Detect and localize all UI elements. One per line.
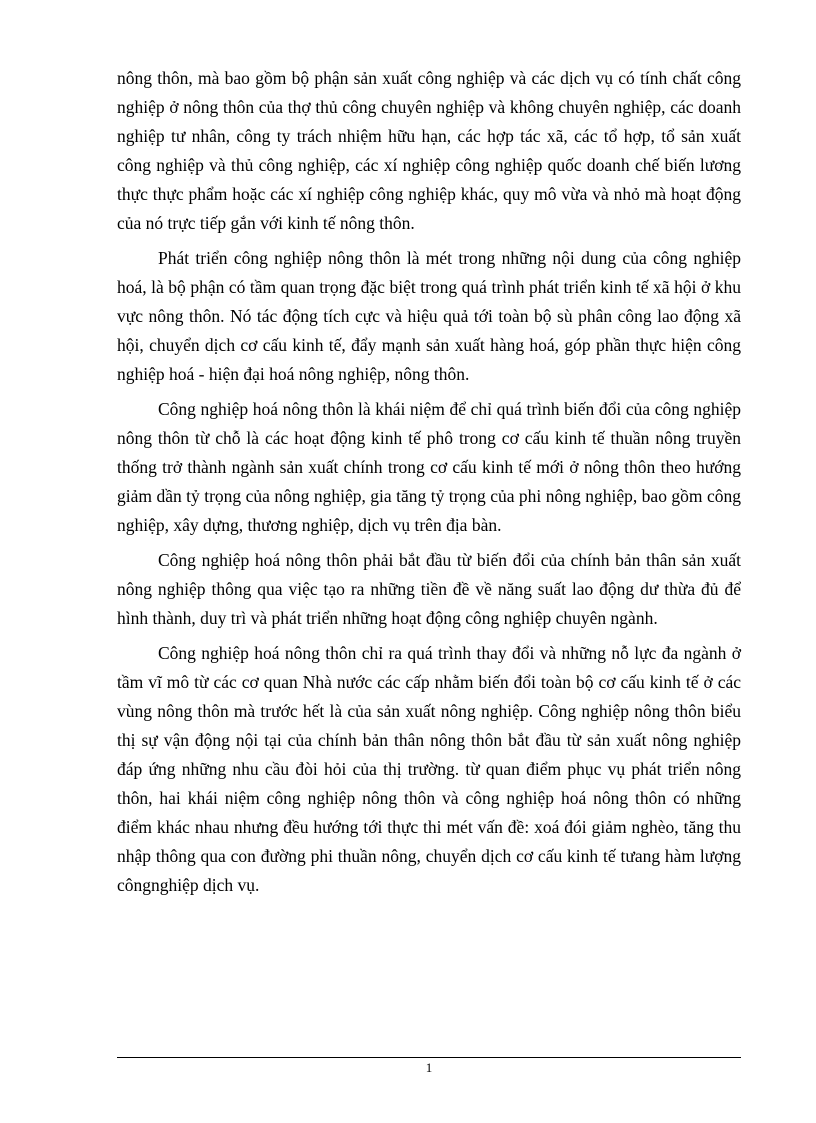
- paragraph-3: Công nghiệp hoá nông thôn là khái niệm để chỉ quá trình biến đổi của công nghiệp nông thôn từ chỗ là các hoạt động kinh tế phô trong cơ cấu kinh tế thuần nông truyền thống trở thành ngành sản xuất chính trong cơ cấu kinh tế mới ở nông thôn theo hướng giảm dần tỷ trọng của nông nghiệp, gia tăng tỷ trọng của phi nông nghiệp, bao gồm công nghiệp, xây dựng, thương nghiệp, dịch vụ trên địa bàn.: [117, 399, 741, 535]
- footer-divider: [117, 1057, 741, 1058]
- paragraph-5: Công nghiệp hoá nông thôn chỉ ra quá trình thay đổi và những nỗ lực đa ngành ở tầm vĩ mô từ các cơ quan Nhà nước các cấp nhằm biến đổi toàn bộ cơ cấu kinh tế ở các vùng nông thôn mà trước hết là của sản xuất nông nghiệp. Công nghiệp nông thôn biểu thị sự vận động nội tại của chính bản thân nông thôn bắt đầu từ sản xuất nông nghiệp đáp ứng những nhu cầu đòi hỏi của thị trường. từ quan điểm phục vụ phát triển nông thôn, hai khái niệm công nghiệp nông thôn và công nghiệp hoá nông thôn có những điểm khác nhau nhưng đều hướng tới thực thi mét vấn đề: xoá đói giảm nghèo, tăng thu nhập thông qua con đường phi thuần nông, chuyển dịch cơ cấu kinh tế tưang hàm lượng côngnghiệp dịch vụ.: [117, 643, 741, 895]
- body-text: [117, 64, 741, 906]
- page-number: 1: [425, 1060, 433, 1075]
- paragraph-1: nông thôn, mà bao gồm bộ phận sản xuất công nghiệp và các dịch vụ có tính chất công nghiệp ở nông thôn của thợ thủ công chuyên nghiệp và không chuyên nghiệp, các doanh nghiệp tư nhân, công ty trách nhiệm hữu hạn, các hợp tác xã, các tổ hợp, tổ sản xuất công nghiệp và thủ công nghiệp, các xí nghiệp công nghiệp quốc doanh chế biến lương thực thực phẩm hoặc các xí nghiệp công nghiệp khác, quy mô vừa và nhỏ mà hoạt động của nó trực tiếp gắn với kinh tế nông thôn.: [117, 68, 741, 233]
- paragraph-2: Phát triển công nghiệp nông thôn là mét trong những nội dung của công nghiệp hoá, là bộ phận có tầm quan trọng đặc biệt trong quá trình phát triển kinh tế xã hội ở khu vực nông thôn. Nó tác động tích cực và hiệu quả tới toàn bộ sù phân công lao động xã hội, chuyển dịch cơ cấu kinh tế, đẩy mạnh sản xuất hàng hoá, góp phần thực hiện công nghiệp hoá - hiện đại hoá nông nghiệp, nông thôn.: [117, 248, 741, 384]
- paragraph-4: Công nghiệp hoá nông thôn phải bắt đầu từ biến đổi của chính bản thân sản xuất nông nghiệp thông qua việc tạo ra những tiền đề về năng suất lao động dư thừa đủ để hình thành, duy trì và phát triển những hoạt động công nghiệp chuyên ngành.: [117, 550, 741, 628]
